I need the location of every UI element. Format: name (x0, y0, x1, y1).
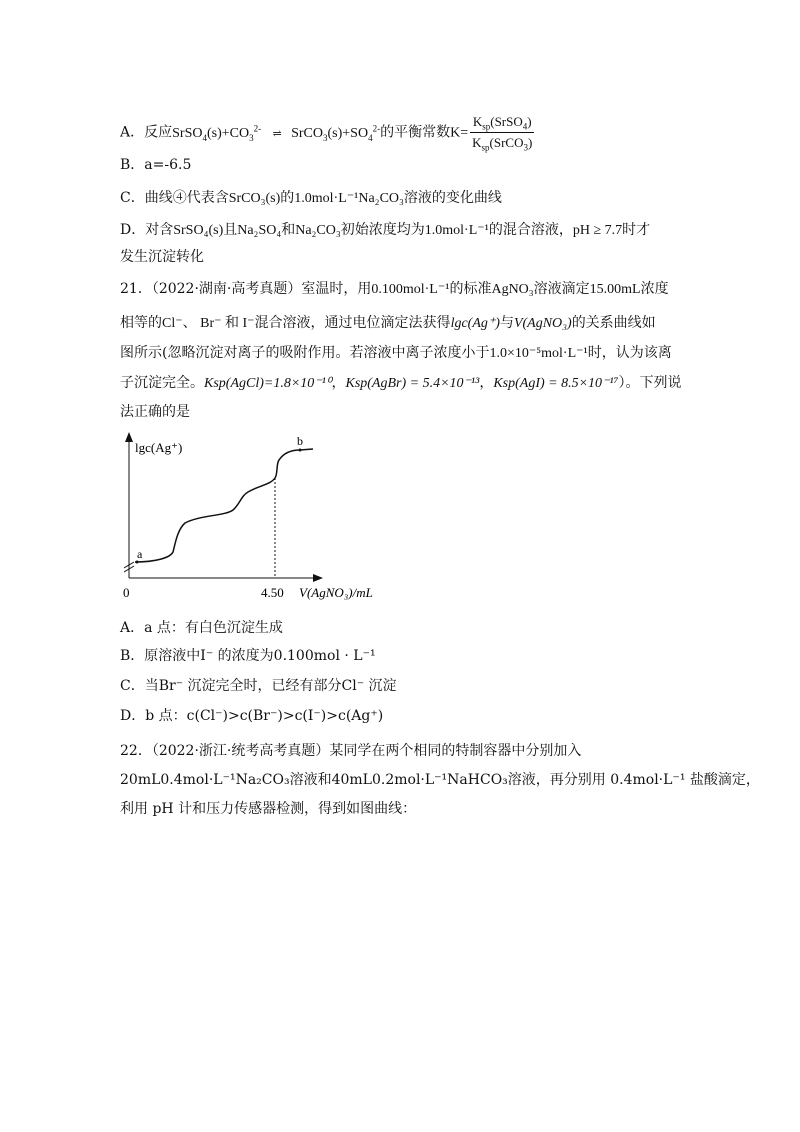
q21-option-b: B．原溶液中I⁻ 的浓度为0.100mol · L⁻¹ (120, 648, 376, 664)
y-axis-label: lgc(Ag⁺) (135, 440, 183, 455)
point-b-marker (299, 449, 302, 452)
point-a-label: a (137, 547, 143, 561)
y-axis-arrow-icon (125, 432, 133, 442)
k-fraction: $\frac{K_{sp}(SrSO_4)}{K_{sp}(SrCO_3)}$ (472, 114, 533, 153)
q20-option-b: B．a=-6.5 (120, 157, 192, 173)
q22-line2: 20mL0.4mol·L⁻¹Na₂CO₃溶液和40mL0.2mol·L⁻¹NaHCO₃溶液，再分别用 0.4mol·L⁻¹ 盐酸滴定， (120, 772, 760, 788)
q21-line3: 图所示(忽略沉淀对离子的吸附作用。若溶液中离子浓度小于1.0×10⁻⁵mol·L⁻¹时，认为该离 (120, 345, 672, 361)
q22-line1: 22．（2022·浙江·统考高考真题）某同学在两个相同的特制容器中分别加入 (120, 743, 582, 759)
equilibrium-arrow-icon: ⇌ (272, 126, 280, 140)
point-b-label: b (297, 434, 303, 448)
q21-line5: 法正确的是 (120, 404, 190, 420)
titration-curve-chart (115, 430, 405, 610)
q21-option-d: D．b 点：c(Cl⁻)>c(Br⁻)>c(I⁻)>c(Ag⁺) (120, 708, 384, 724)
x-tick-label: 4.50 (261, 585, 284, 600)
q21-line4: 子沉淀完全。Ksp(AgCl)=1.8×10⁻¹⁰，Ksp(AgBr) = 5.4×10⁻¹³，Ksp(AgI) = 8.5×10⁻¹⁷）。下列说 (120, 375, 682, 391)
q21-line2: 相等的Cl⁻、 Br⁻ 和 I⁻混合溶液，通过电位滴定法获得lgc(Ag⁺)与V(AgNO₃)的关系曲线如 (120, 315, 656, 331)
q22-line3: 利用 pH 计和压力传感器检测，得到如图曲线： (120, 801, 417, 817)
x-axis-arrow-icon (313, 574, 323, 582)
q21-line1: 21．（2022·湖南·高考真题）室温时，用0.100mol·L⁻¹的标准AgNO₃溶液滴定15.00mL浓度 (120, 281, 669, 297)
origin-label: 0 (123, 585, 130, 600)
q20-option-d-cont: 发生沉淀转化 (120, 249, 204, 265)
q20-option-a: A．反应$SrSO_4(s)+CO_3^{2-}$ ⇌ $SrCO_3(s)+SO_4^{2-}$的平衡常数K= $\frac{K_{sp}(SrSO_4)}{K_{sp}(SrCO_3)}$ (120, 114, 533, 153)
q20-option-d: D．对含SrSO₄(s)且Na₂SO₄和Na₂CO₃初始浓度均为1.0mol·L⁻¹的混合溶液，pH ≥ 7.7时才 (120, 222, 651, 238)
titration-curve (135, 449, 313, 562)
q20-option-c: C．曲线④代表含SrCO₃(s)的1.0mol·L⁻¹Na₂CO₃溶液的变化曲线 (120, 190, 502, 206)
q21-option-c: C．当Br⁻ 沉淀完全时，已经有部分Cl⁻ 沉淀 (120, 678, 397, 694)
q21-option-a: A．a 点：有白色沉淀生成 (120, 620, 283, 636)
x-axis-label: V(AgNO₃)/mL (299, 585, 373, 600)
